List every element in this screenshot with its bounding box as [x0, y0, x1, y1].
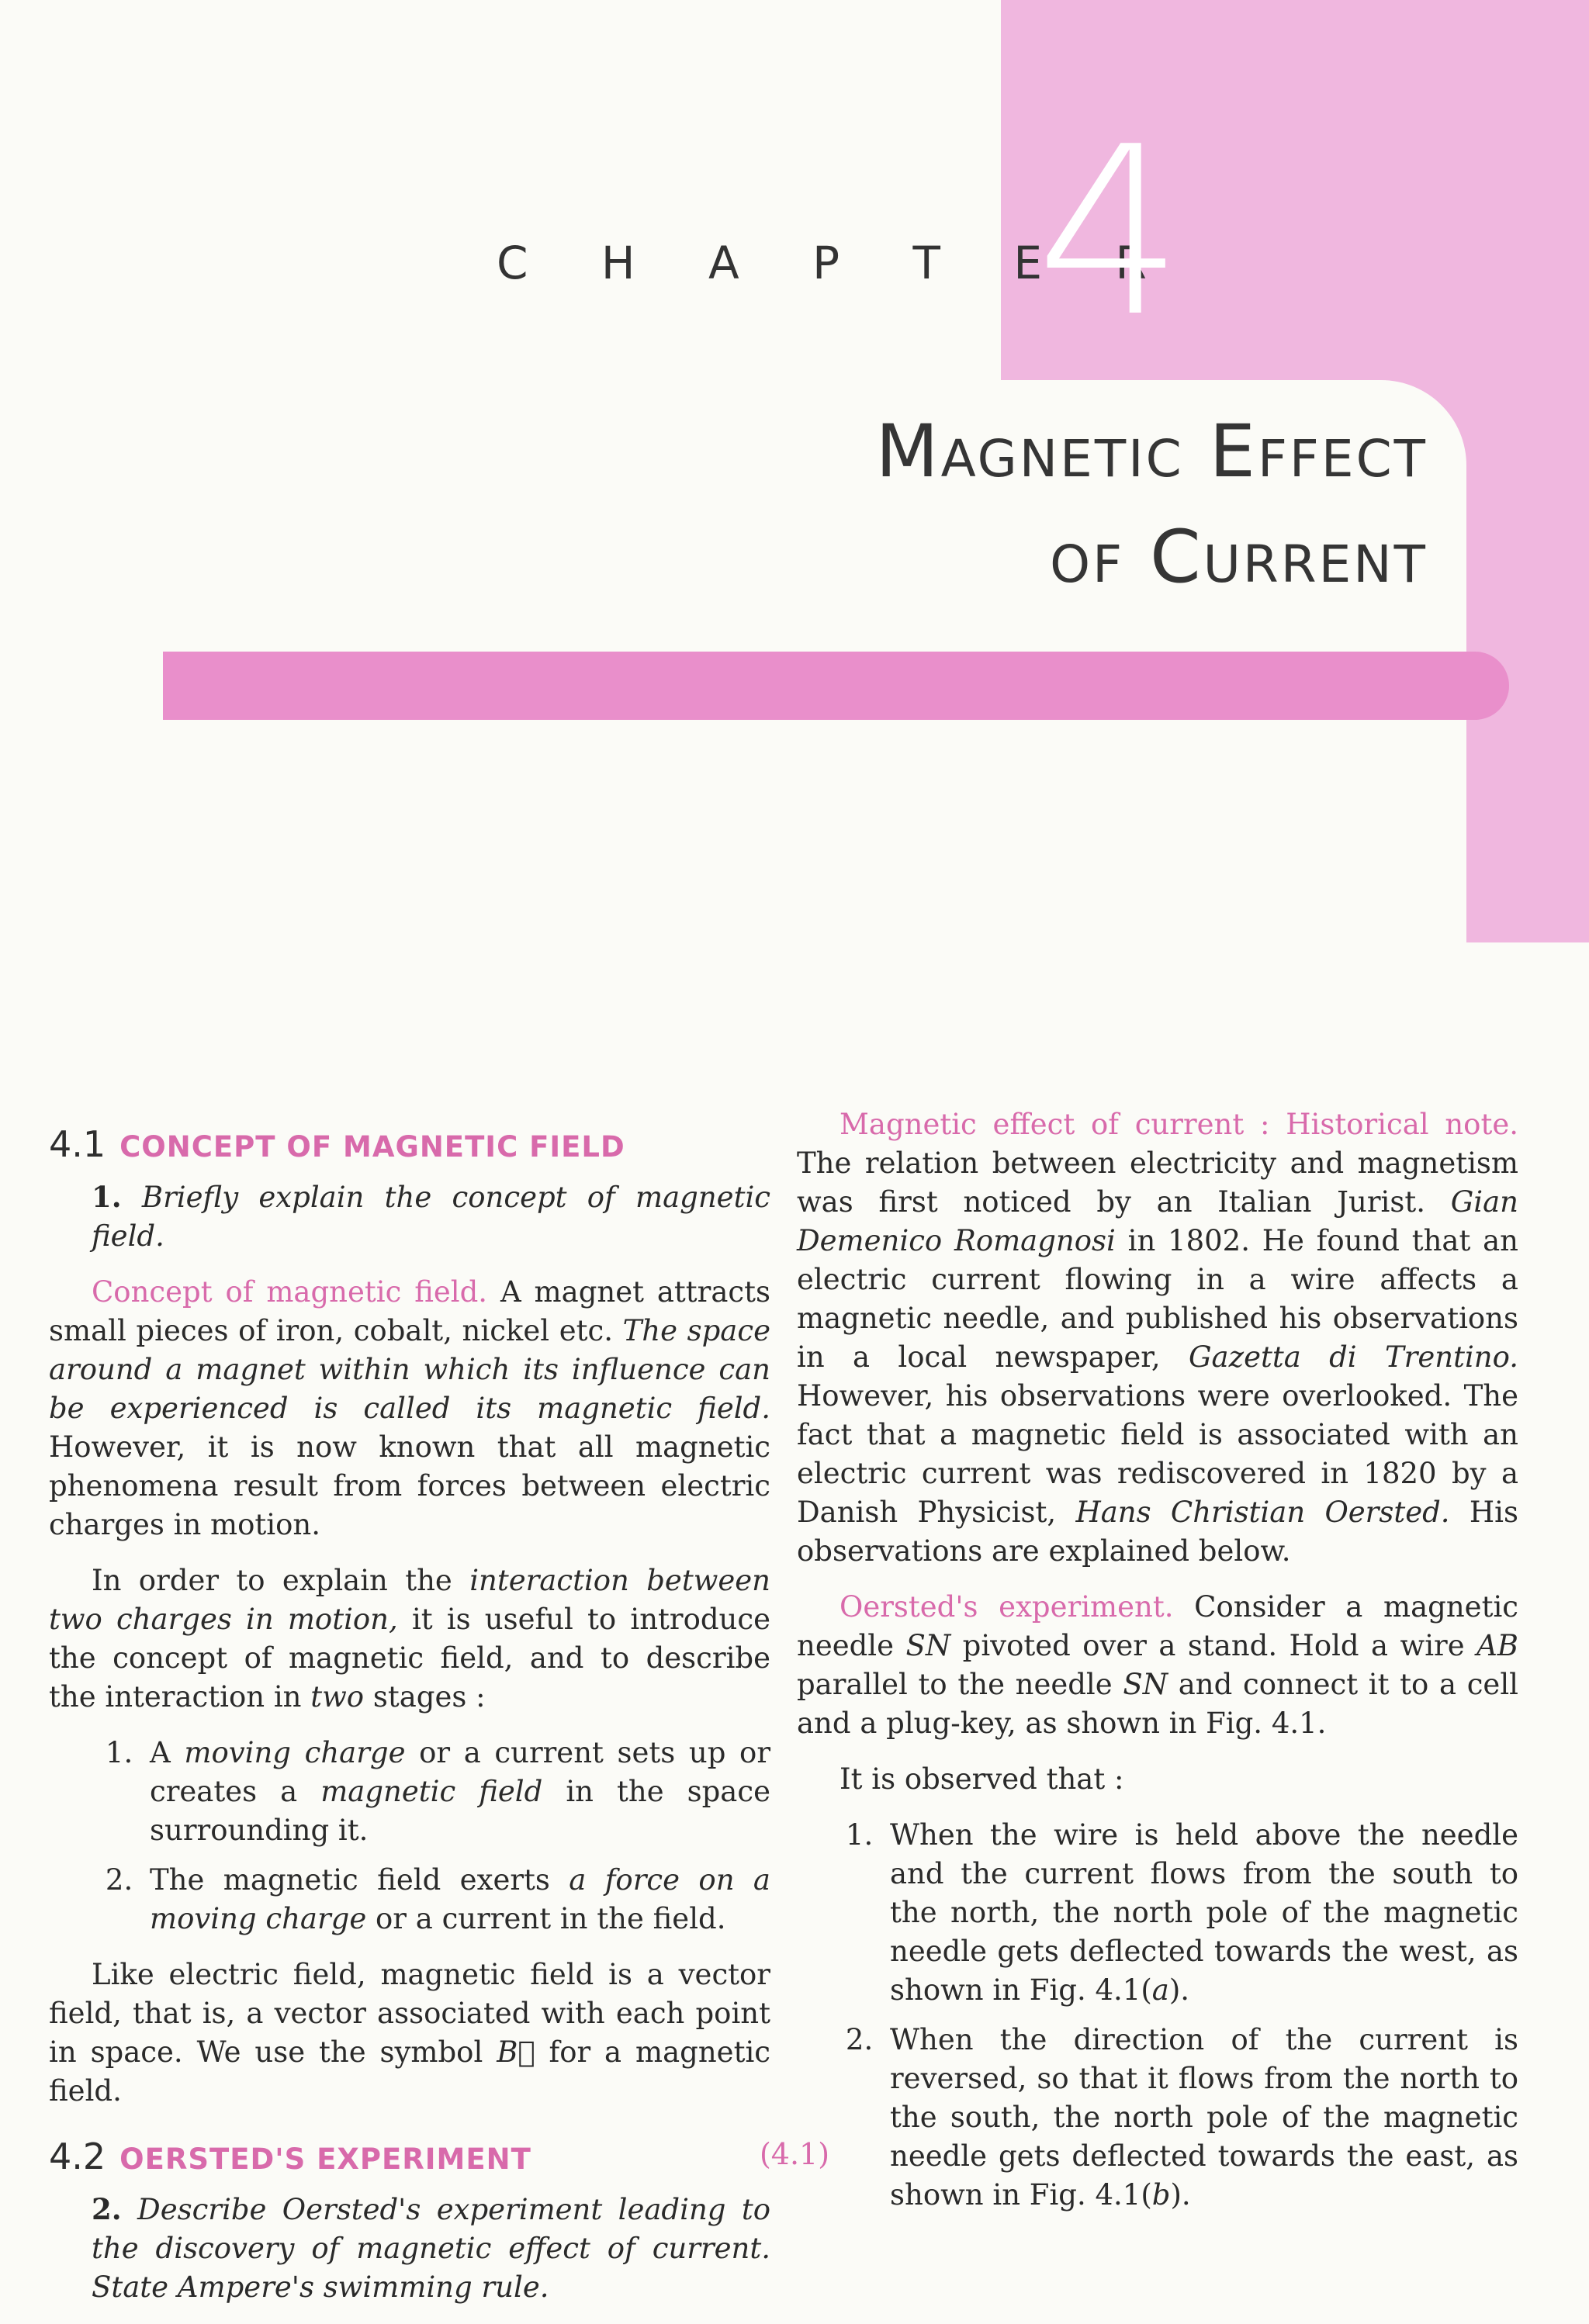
question-number: 2.	[92, 2192, 122, 2226]
chapter-label: C H A P T E R	[497, 237, 1176, 289]
text-run: Consider a magnetic needle	[797, 1590, 1518, 1662]
emphasis-run: a force on a moving charge	[150, 1863, 770, 1935]
text-run: However, his observations were overlooked. The fact that a magnetic field is associated with an electric current was rediscovered in 1820 by a Danish Physicist,	[797, 1379, 1518, 1529]
text-run: ).	[1170, 2178, 1191, 2212]
title-underline-bar	[163, 652, 1509, 720]
section-number: 4.1	[49, 1123, 106, 1165]
emphasis-run: magnetic field	[320, 1775, 543, 1808]
question-text: Briefly explain the concept of magnetic field.	[92, 1181, 771, 1253]
list-item	[142, 1734, 770, 1850]
question-text: Describe Oersted's experiment leading to the discovery of magnetic effect of current. State Ampere's swimming rule.	[92, 2193, 770, 2304]
paragraph-lead: Oersted's experiment.	[840, 1590, 1174, 1624]
emphasis-run: b	[1151, 2178, 1171, 2212]
emphasis-run: two	[310, 1680, 365, 1714]
text-run: The relation between electricity and magnetism was first noticed by an Italian Jurist.	[797, 1146, 1518, 1219]
text-run: In order to explain the	[92, 1564, 470, 1597]
page-number: (4.1)	[759, 2137, 830, 2171]
text-run: ).	[1168, 1973, 1190, 2007]
question-2	[92, 2190, 770, 2307]
emphasis-run: moving charge	[184, 1736, 406, 1769]
paragraph-oersted-experiment	[797, 1588, 1518, 1743]
emphasis-run: Gazetta di Trentino.	[1188, 1340, 1518, 1374]
text-run: His observations are explained below.	[797, 1496, 1518, 1568]
emphasis-run: interaction between two charges in motion,	[49, 1564, 770, 1636]
text-run: in the space surrounding it.	[150, 1775, 770, 1847]
emphasis-run: SN	[905, 1629, 951, 1662]
chapter-title-line-2: of Current	[1050, 515, 1428, 600]
observed-intro: It is observed that :	[840, 1762, 1124, 1796]
paragraph-concept	[49, 1273, 770, 1544]
text-run: However, it is now known that all magnetic phenomena result from forces between electric charges in motion.	[49, 1430, 770, 1541]
text-run: in 1802. He found that an electric current flowing in a wire affects a magnetic needle, and published his observations in a local newspaper,	[797, 1224, 1518, 1374]
right-column	[797, 1105, 1518, 2232]
list-item	[882, 2021, 1518, 2215]
question-1	[92, 1178, 770, 1256]
chapter-title	[876, 399, 1428, 610]
emphasis-run: Hans Christian Oersted.	[1075, 1496, 1450, 1529]
text-run: The magnetic field exerts	[150, 1863, 569, 1897]
text-run: Like electric field, magnetic field is a vector field, that is, a vector associated with each point in space. We use the symbol	[49, 1958, 770, 2069]
emphasis-run: SN	[1123, 1668, 1168, 1701]
chapter-number: 4	[1036, 97, 1184, 368]
text-run: stages :	[364, 1680, 486, 1714]
text-run: it is useful to introduce the concept of magnetic field, and to describe the interaction in	[49, 1603, 770, 1714]
text-run: parallel to the needle	[797, 1668, 1123, 1701]
emphasis-run: The space around a magnet within which its influence can be experienced is called its magnetic field.	[49, 1314, 770, 1425]
paragraph-lead: Concept of magnetic field.	[92, 1275, 488, 1309]
text-run: pivoted over a stand. Hold a wire	[950, 1629, 1477, 1662]
emphasis-run: AB	[1476, 1629, 1518, 1662]
list-item	[882, 1816, 1518, 2010]
list-item	[142, 1861, 770, 1938]
paragraph-historical-note	[797, 1105, 1518, 1571]
question-number: 1.	[92, 1180, 122, 1214]
section-heading-4-1	[49, 1125, 770, 1167]
emphasis-run: a	[1151, 1973, 1169, 2007]
section-title: OERSTED'S EXPERIMENT	[119, 2142, 531, 2176]
text-run: When the wire is held above the needle and the current flows from the south to the north, the north pole of the magnetic needle gets deflected towards the west, as shown in Fig. 4.1(	[890, 1818, 1518, 2007]
text-run: A magnet attracts small pieces of iron, cobalt, nickel etc.	[49, 1275, 770, 1347]
text-run: When the direction of the current is reversed, so that it flows from the north to the south, the north pole of the magnetic needle gets deflected towards the east, as shown in Fig. 4.1(	[890, 2023, 1518, 2212]
stages-list	[49, 1734, 770, 1938]
paragraph-lead: Magnetic effect of current : Historical note.	[840, 1108, 1518, 1141]
text-run: for a magnetic field.	[49, 2035, 770, 2108]
symbol-b: B⃗	[497, 2035, 535, 2069]
section-title: CONCEPT OF MAGNETIC FIELD	[119, 1130, 625, 1164]
paragraph-vector-field	[49, 1956, 770, 2111]
text-run: A	[150, 1736, 185, 1769]
text-run: or a current in the field.	[366, 1902, 726, 1935]
paragraph-interaction	[49, 1561, 770, 1717]
text-run: or a current sets up or creates a	[150, 1736, 771, 1808]
emphasis-run: Gian Demenico Romagnosi	[797, 1185, 1518, 1257]
section-number: 4.2	[49, 2136, 106, 2177]
text-run: and connect it to a cell and a plug-key, as shown in Fig. 4.1.	[797, 1668, 1518, 1740]
chapter-title-line-1: Magnetic Effect	[875, 410, 1428, 494]
